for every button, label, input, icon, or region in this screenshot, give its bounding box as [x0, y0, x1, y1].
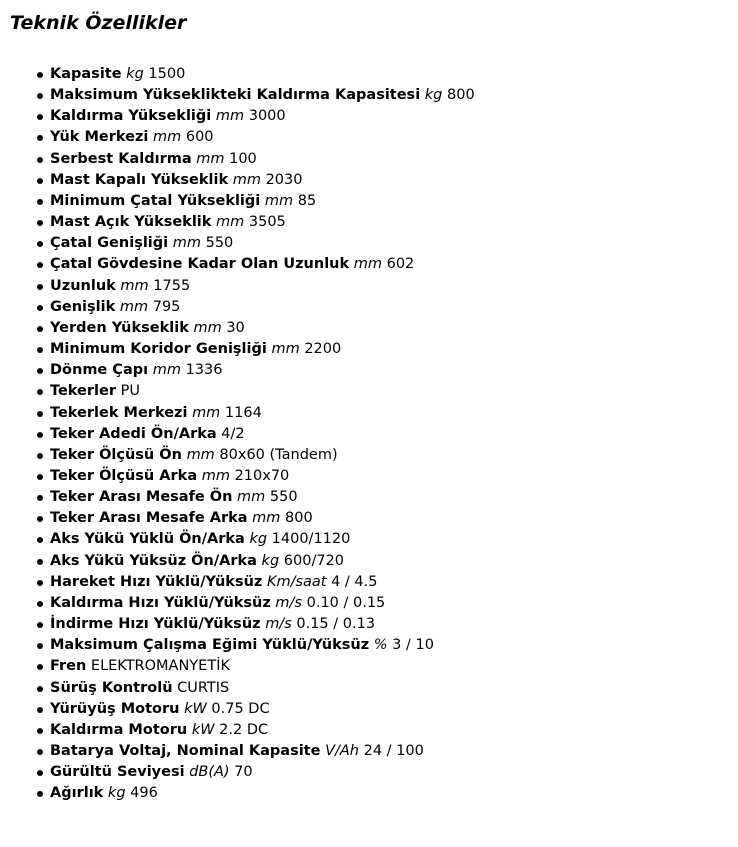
spec-label: Mast Kapalı Yükseklik [50, 171, 229, 188]
spec-value: 85 [297, 192, 317, 209]
spec-label: Minimum Çatal Yüksekliği [50, 192, 261, 209]
spec-item [0, 85, 475, 106]
spec-label: Minimum Koridor Genişliği [50, 341, 267, 358]
spec-label: Tekerlek Merkezi [50, 404, 188, 421]
spec-label: Ağırlık [50, 785, 104, 802]
spec-label: Teker Adedi Ön/Arka [50, 425, 217, 442]
spec-label: Genişlik [50, 298, 116, 315]
spec-label: Teker Ölçüsü Arka [50, 467, 198, 484]
spec-unit: mm [152, 362, 181, 379]
spec-unit: mm [172, 235, 201, 252]
spec-label: Teker Arası Mesafe Ön [50, 489, 233, 506]
spec-item [0, 783, 475, 804]
spec-value: 24 / 100 [363, 743, 424, 759]
spec-label: Teker Arası Mesafe Arka [50, 510, 248, 527]
spec-value: 210x70 [234, 467, 290, 484]
spec-item [0, 551, 475, 572]
spec-item [0, 762, 475, 783]
spec-item [0, 678, 475, 699]
spec-label: Yürüyüş Motoru [50, 700, 180, 717]
spec-unit: % [373, 637, 388, 654]
spec-unit: mm [216, 214, 245, 231]
spec-label: Dönme Çapı [50, 362, 149, 379]
spec-item [0, 297, 475, 318]
spec-item [0, 614, 475, 635]
spec-item [0, 656, 475, 677]
spec-label: Gürültü Seviyesi [50, 764, 185, 781]
spec-item [0, 127, 475, 148]
spec-value: 0.10 / 0.15 [306, 594, 386, 611]
spec-label: Kaldırma Motoru [50, 721, 188, 738]
spec-label: Uzunluk [50, 277, 116, 294]
spec-unit: mm [193, 319, 222, 336]
spec-item [0, 403, 475, 424]
spec-unit: V/Ah [325, 743, 359, 759]
spec-item [0, 64, 475, 85]
spec-unit: mm [264, 192, 294, 209]
spec-value: 80x60 (Tandem) [219, 446, 338, 463]
spec-value: 3505 [248, 214, 286, 231]
spec-label: Mast Açık Yükseklik [50, 214, 212, 231]
spec-item [0, 487, 475, 508]
spec-label: Aks Yükü Yüklü Ön/Arka [50, 531, 245, 548]
spec-value: 550 [205, 235, 234, 252]
spec-item [0, 529, 475, 550]
spec-unit: mm [186, 446, 215, 463]
spec-value: 602 [386, 256, 415, 273]
spec-label: Kaldırma Yüksekliği [50, 108, 212, 125]
spec-item [0, 318, 475, 339]
spec-value: 1164 [224, 404, 262, 421]
spec-item [0, 508, 475, 529]
spec-unit: Km/saat [266, 573, 327, 590]
spec-value: 2030 [265, 171, 303, 188]
spec-label: Çatal Genişliği [50, 235, 169, 252]
spec-value: 70 [234, 764, 253, 781]
spec-item [0, 276, 475, 297]
spec-unit: kW [184, 700, 207, 717]
spec-item [0, 699, 475, 720]
spec-label: Aks Yükü Yüksüz Ön/Arka [50, 552, 257, 569]
spec-unit: mm [353, 256, 382, 273]
spec-unit: kg [107, 785, 126, 802]
spec-unit: kW [191, 721, 215, 738]
spec-label: Serbest Kaldırma [50, 150, 192, 167]
spec-item [0, 360, 475, 381]
spec-unit: dB(A) [189, 764, 230, 781]
spec-label: Hareket Hızı Yüklü/Yüksüz [50, 573, 263, 590]
spec-unit: kg [249, 531, 268, 548]
spec-item [0, 233, 475, 254]
page-title: Teknik Özellikler [10, 12, 187, 34]
spec-unit: mm [232, 171, 261, 188]
spec-unit: mm [192, 404, 221, 421]
spec-label: Yerden Yükseklik [50, 319, 189, 336]
spec-unit: mm [152, 129, 182, 146]
spec-unit: mm [201, 467, 230, 484]
spec-value: 1336 [185, 362, 223, 379]
spec-value: PU [120, 383, 140, 400]
spec-value: 496 [130, 785, 158, 802]
spec-value: 2200 [304, 341, 342, 358]
spec-value: 800 [285, 510, 313, 527]
spec-unit: m/s [265, 616, 292, 633]
spec-list [0, 64, 475, 804]
spec-item [0, 635, 475, 656]
spec-label: İndirme Hızı Yüklü/Yüksüz [50, 616, 261, 633]
spec-unit: kg [424, 87, 443, 104]
spec-value: 600/720 [283, 552, 345, 569]
spec-item [0, 381, 475, 402]
spec-label: Yük Merkezi [50, 129, 149, 146]
spec-item [0, 445, 475, 466]
spec-item [0, 720, 475, 741]
spec-value: 1400/1120 [271, 531, 351, 548]
spec-item [0, 212, 475, 233]
spec-label: Çatal Gövdesine Kadar Olan Uzunluk [50, 256, 350, 273]
spec-unit: mm [196, 150, 225, 167]
spec-label: Kapasite [50, 66, 122, 82]
spec-value: 4/2 [221, 425, 245, 442]
spec-label: Batarya Voltaj, Nominal Kapasite [50, 743, 321, 759]
spec-item [0, 572, 475, 593]
spec-item [0, 424, 475, 445]
spec-value: 3000 [248, 108, 286, 125]
spec-value: 3 / 10 [392, 637, 434, 654]
spec-value: 100 [229, 150, 257, 167]
spec-value: 2.2 DC [219, 721, 269, 738]
spec-item [0, 466, 475, 487]
spec-label: Teker Ölçüsü Ön [50, 446, 182, 463]
spec-unit: mm [237, 489, 266, 506]
spec-item [0, 191, 475, 212]
spec-label: Sürüş Kontrolü [50, 679, 173, 696]
spec-value: 1500 [148, 66, 186, 82]
spec-unit: mm [252, 510, 281, 527]
spec-unit: m/s [275, 594, 302, 611]
spec-label: Maksimum Yükseklikteki Kaldırma Kapasitesi [50, 87, 421, 104]
spec-value: 0.15 / 0.13 [296, 616, 376, 633]
spec-item [0, 593, 475, 614]
spec-value: ELEKTROMANYETİK [90, 658, 230, 675]
spec-value: CURTIS [177, 679, 230, 696]
spec-unit: kg [261, 552, 280, 569]
spec-unit: kg [126, 66, 144, 82]
spec-unit: mm [215, 108, 245, 125]
spec-label: Tekerler [50, 383, 116, 400]
spec-value: 0.75 DC [211, 700, 270, 717]
spec-value: 4 / 4.5 [331, 573, 378, 590]
spec-value: 550 [269, 489, 298, 506]
spec-item [0, 170, 475, 191]
spec-item [0, 149, 475, 170]
spec-value: 1755 [153, 277, 191, 294]
spec-label: Maksimum Çalışma Eğimi Yüklü/Yüksüz [50, 637, 370, 654]
spec-label: Fren [50, 658, 87, 675]
spec-unit: mm [120, 277, 149, 294]
spec-value: 30 [226, 319, 245, 336]
spec-label: Kaldırma Hızı Yüklü/Yüksüz [50, 594, 271, 611]
spec-item [0, 106, 475, 127]
spec-value: 800 [447, 87, 475, 104]
spec-unit: mm [119, 298, 149, 315]
spec-unit: mm [271, 341, 300, 358]
spec-item [0, 741, 475, 762]
spec-value: 795 [152, 298, 181, 315]
spec-value: 600 [185, 129, 214, 146]
spec-item [0, 254, 475, 275]
spec-item [0, 339, 475, 360]
